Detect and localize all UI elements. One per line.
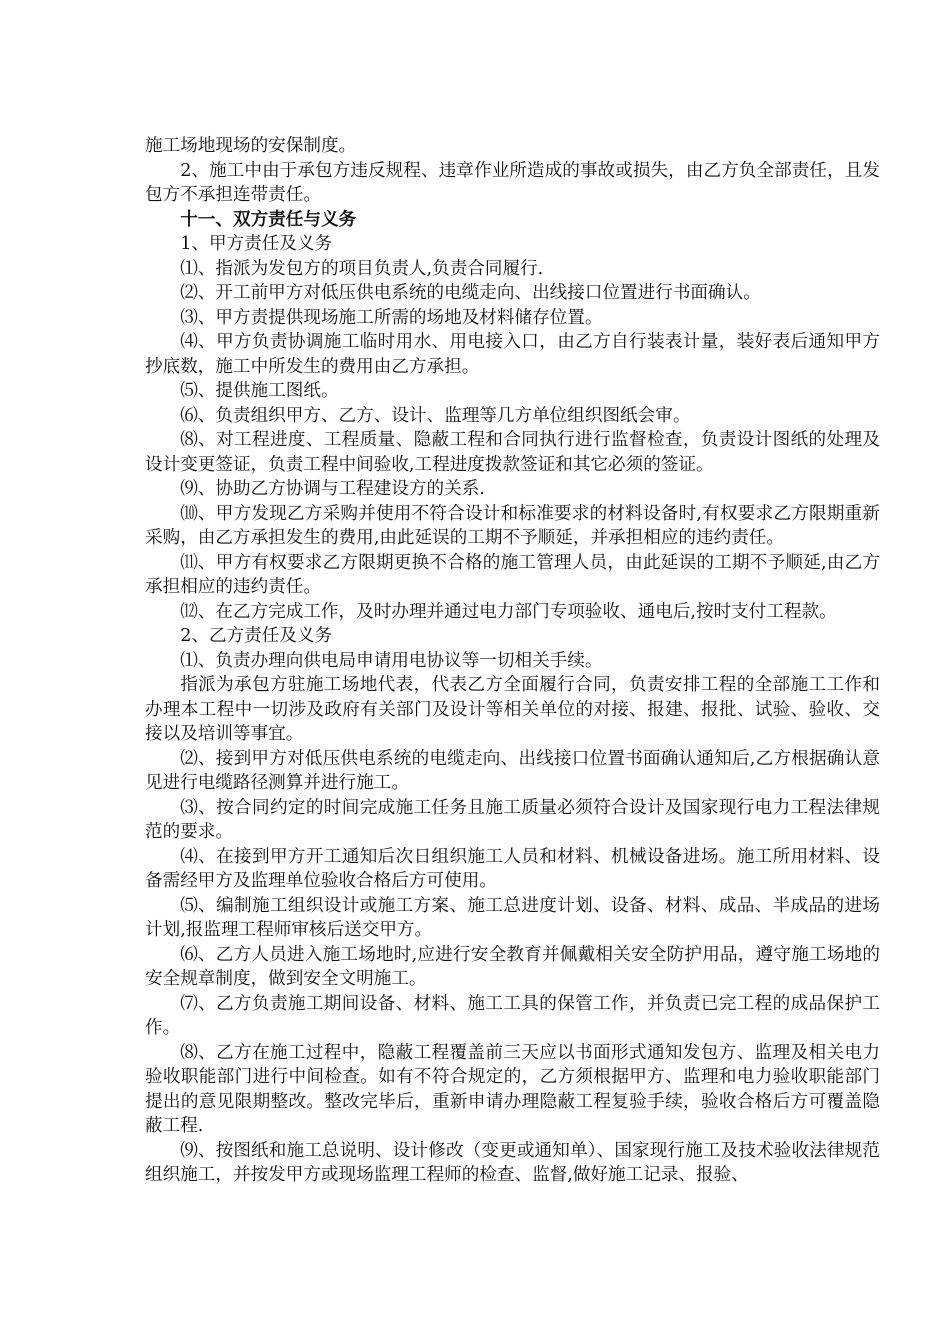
paragraph: ⑺、乙方负责施工期间设备、材料、施工工具的保管工作，并负责已完工程的成品保护工作。 bbox=[145, 993, 880, 1038]
paragraph: ⑴、指派为发包方的项目负责人,负责合同履行. bbox=[180, 258, 544, 279]
paragraph: ⑷、甲方负责协调施工临时用水、用电接入口，由乙方自行装表计量，装好表后通知甲方抄底数，施工中所发生的费用由乙方承担。 bbox=[145, 332, 880, 377]
paragraph: ⑻、对工程进度、工程质量、隐蔽工程和合同执行进行监督检查，负责设计图纸的处理及设计变更签证，负责工程中间验收,工程进度拨款签证和其它必须的签证。 bbox=[145, 430, 880, 475]
paragraph: ⑽、甲方发现乙方采购并使用不符合设计和标准要求的材料设备时,有权要求乙方限期重新采购，由乙方承担发生的费用,由此延误的工期不予顺延，并承担相应的违约责任。 bbox=[145, 503, 880, 548]
paragraph: ⑸、提供施工图纸。 bbox=[180, 381, 339, 401]
paragraph: ⑼、协助乙方协调与工程建设方的关系. bbox=[180, 479, 485, 499]
paragraph: ⑹、乙方人员进入施工场地时,应进行安全教育并佩戴相关安全防护用品，遵守施工场地的安全规章制度，做到安全文明施工。 bbox=[145, 944, 880, 989]
document-body bbox=[145, 134, 880, 1188]
paragraph: 指派为承包方驻施工场地代表，代表乙方全面履行合同，负责安排工程的全部施工工作和办理本工程中一切涉及政府有关部门及设计等相关单位的对接、报建、报批、试验、验收、交接以及培训等事宜。 bbox=[145, 675, 880, 744]
paragraph: ⑸、编制施工组织设计或施工方案、施工总进度计划、设备、材料、成品、半成品的进场计划,报监理工程师审核后送交甲方。 bbox=[145, 895, 880, 940]
paragraph: ⑹、负责组织甲方、乙方、设计、监理等几方单位组织图纸会审。 bbox=[180, 405, 691, 426]
paragraph: 1、甲方责任及义务 bbox=[180, 234, 333, 254]
paragraph: 2、施工中由于承包方违反规程、违章作业所造成的事故或损失，由乙方负全部责任，且发包方不承担连带责任。 bbox=[145, 160, 880, 205]
paragraph: ⑶、按合同约定的时间完成施工任务且施工质量必须符合设计及国家现行电力工程法律规范的要求。 bbox=[145, 797, 880, 842]
paragraph: ⑵、开工前甲方对低压供电系统的电缆走向、出线接口位置进行书面确认。 bbox=[180, 283, 761, 303]
paragraph: ⑿、在乙方完成工作，及时办理并通过电力部门专项验收、通电后,按时支付工程款。 bbox=[180, 601, 837, 622]
paragraph: 2、乙方责任及义务 bbox=[180, 626, 333, 646]
paragraph: ⑴、负责办理向供电局申请用电协议等一切相关手续。 bbox=[180, 650, 603, 671]
paragraph: 施工场地现场的安保制度。 bbox=[145, 136, 357, 156]
paragraph: ⑾、甲方有权要求乙方限期更换不合格的施工管理人员，由此延误的工期不予顺延,由乙方承担相应的违约责任。 bbox=[145, 552, 880, 597]
paragraph: ⑵、接到甲方对低压供电系统的电缆走向、出线接口位置书面确认通知后,乙方根据确认意见进行电缆路径测算并进行施工。 bbox=[145, 748, 880, 793]
paragraph: ⑶、甲方责提供现场施工所需的场地及材料储存位置。 bbox=[180, 307, 603, 328]
paragraph: ⑷、在接到甲方开工通知后次日组织施工人员和材料、机械设备进场。施工所用材料、设备需经甲方及监理单位验收合格后方可使用。 bbox=[145, 846, 880, 891]
section-heading: 十一、双方责任与义务 bbox=[180, 208, 357, 230]
paragraph: ⑼、按图纸和施工总说明、设计修改（变更或通知单）、国家现行施工及技术验收法律规范组织施工，并按发甲方或现场监理工程师的检查、监督,做好施工记录、报验、 bbox=[145, 1140, 880, 1185]
paragraph: ⑻、乙方在施工过程中，隐蔽工程覆盖前三天应以书面形式通知发包方、监理及相关电力验收职能部门进行中间检查。如有不符合规定的，乙方须根据甲方、监理和电力验收职能部门提出的意见限期整改。整改完毕后，重新申请办理隐蔽工程复验手续，验收合格后方可覆盖隐蔽工程. bbox=[145, 1042, 880, 1136]
